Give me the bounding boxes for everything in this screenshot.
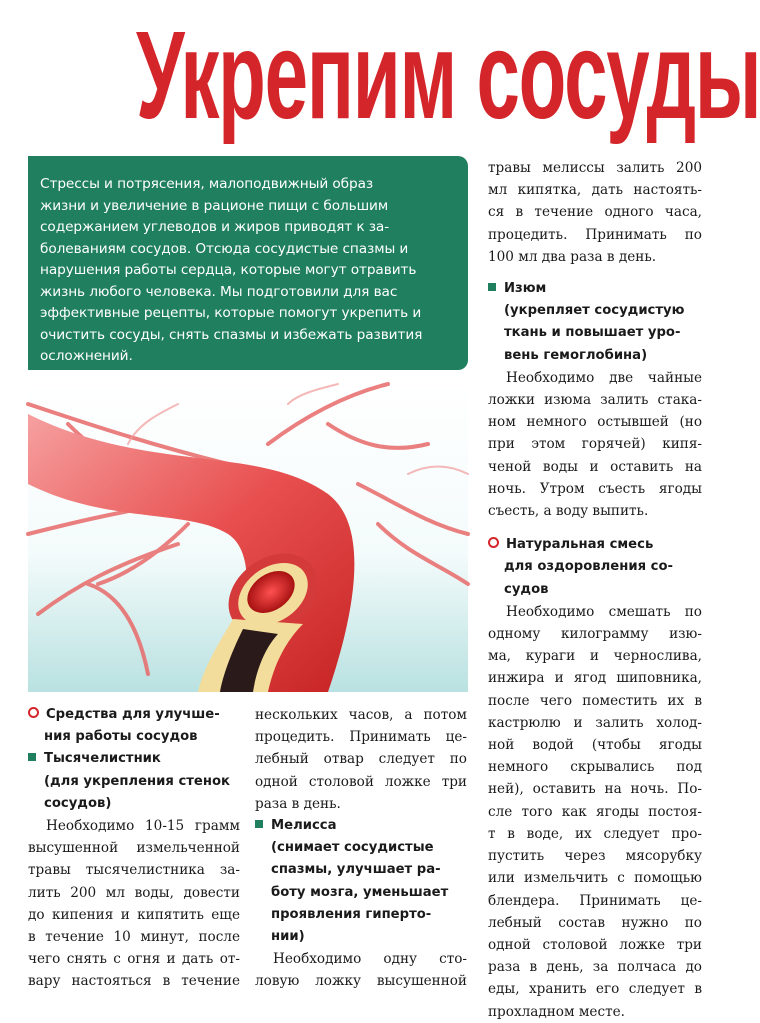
text-line: мл кипятка, дать настоять- bbox=[488, 182, 702, 199]
text-line: Необходимо смешать по bbox=[506, 603, 702, 620]
intro-line: жизни и увеличение в рационе пищи с большим bbox=[40, 197, 389, 214]
item-subheading: (снимает сосудистые bbox=[271, 840, 434, 856]
text-line: т в воде, их следует про- bbox=[488, 825, 702, 842]
text-line: сле того как ягоды постоя- bbox=[488, 803, 702, 820]
text-line: пустить через мясорубку bbox=[488, 848, 702, 865]
text-line: кастрюлю и залить холод- bbox=[488, 714, 702, 731]
item-subheading: вень гемоглобина) bbox=[504, 347, 648, 363]
text-line: или измельчить с помощью bbox=[488, 870, 702, 887]
text-line: одной столовой ложке три bbox=[255, 773, 467, 790]
text-line: лить 200 мл воды, довести bbox=[28, 884, 240, 901]
square-bullet-icon bbox=[488, 283, 496, 291]
text-line: Необходимо две чайные bbox=[506, 369, 702, 386]
text-line: ном немного остывшей (но bbox=[488, 414, 702, 431]
text-line: в течение 10 минут, после bbox=[28, 929, 240, 946]
spacer bbox=[488, 268, 702, 278]
item-heading: Изюм bbox=[488, 278, 702, 300]
text-line: до кипения и кипятить еще bbox=[28, 906, 240, 923]
text-line: ней), оставить на ночь. По- bbox=[488, 781, 702, 798]
intro-line: нарушения работы сердца, которые могут отравить bbox=[40, 262, 417, 278]
text-line: ченой воды и оставить на bbox=[488, 458, 702, 475]
intro-panel bbox=[28, 156, 468, 370]
text-line: лебный состав нужно по bbox=[488, 914, 702, 931]
text-line: ма, кураги и чернослива, bbox=[488, 648, 702, 665]
text-line: нескольких часов, а потом bbox=[255, 707, 467, 723]
section-heading-cont: судов bbox=[504, 581, 549, 597]
text-line: вару настояться в течение bbox=[28, 973, 240, 990]
text-line: съесть, а воду выпить. bbox=[488, 503, 649, 520]
text-line: ловую ложку высушенной bbox=[255, 973, 467, 990]
intro-line: эффективные рецепты, которые помогут укрепить и bbox=[40, 305, 422, 321]
section-heading-cont: ния работы сосудов bbox=[44, 729, 198, 745]
item-heading: Мелисса bbox=[255, 815, 467, 837]
text-line: раза в день, за полчаса до bbox=[488, 959, 702, 976]
blood-vessel-illustration bbox=[28, 384, 468, 692]
artery-image bbox=[28, 384, 468, 692]
square-bullet-icon bbox=[255, 820, 263, 828]
text-line: ной водой (чтобы ягоды bbox=[488, 737, 702, 754]
item-subheading: проявления гиперто- bbox=[271, 906, 432, 922]
text-line: одной столовой ложке три bbox=[488, 936, 702, 953]
item-subheading: ткань и повышает уро- bbox=[504, 325, 681, 341]
text-line: ложки изюма залить стака- bbox=[488, 392, 702, 409]
text-line: Необходимо одну сто- bbox=[273, 951, 467, 968]
intro-line: болеваниям сосудов. Отсюда сосудистые спазмы и bbox=[40, 240, 409, 257]
text-line: травы мелиссы залить 200 bbox=[488, 160, 702, 176]
section-heading-cont: для оздоровления со- bbox=[504, 559, 674, 575]
item-subheading: боту мозга, уменьшает bbox=[271, 884, 449, 900]
intro-line: очистить сосуды, снять спазмы и избежать развития bbox=[40, 326, 423, 343]
text-line: после чего поместить их в bbox=[488, 692, 702, 709]
intro-line: жизнь любого человека. Мы подготовили для вас bbox=[40, 283, 398, 300]
item-subheading: спазмы, улучшает ра- bbox=[271, 862, 441, 878]
text-line: чего снять с огня и дать от- bbox=[28, 951, 240, 968]
text-line: Необходимо 10-15 грамм bbox=[46, 818, 240, 835]
text-line: инжира и ягод шиповника, bbox=[488, 670, 702, 687]
text-line: блендера. Принимать це- bbox=[488, 892, 702, 909]
item-heading: Тысячелистник bbox=[28, 748, 240, 770]
item-subheading: (для укрепления стенок bbox=[44, 773, 230, 789]
text-line: прохладном месте. bbox=[488, 1003, 625, 1020]
text-line: высушенной измельченной bbox=[28, 840, 240, 857]
text-line: еды, хранить его следует в bbox=[488, 981, 702, 998]
item-subheading: нии) bbox=[271, 929, 305, 945]
text-line: немного скрывались под bbox=[488, 759, 702, 776]
ring-bullet-icon bbox=[28, 707, 39, 718]
spacer bbox=[488, 522, 702, 534]
text-line: процедить. Принимать по bbox=[488, 226, 702, 243]
column-2 bbox=[255, 704, 467, 993]
intro-line: Стрессы и потрясения, малоподвижный образ bbox=[40, 176, 374, 192]
column-1 bbox=[28, 704, 240, 993]
text-line: лебный отвар следует по bbox=[255, 751, 467, 768]
text-line: раза в день. bbox=[255, 795, 341, 812]
section-heading: Средства для улучше- bbox=[28, 704, 240, 726]
column-3 bbox=[488, 157, 702, 1023]
text-line: травы тысячелистника за- bbox=[28, 862, 240, 879]
text-line: одному килограмму изю- bbox=[488, 626, 702, 643]
ring-bullet-icon bbox=[488, 537, 499, 548]
text-line: процедить. Принимать це- bbox=[255, 729, 467, 746]
text-line: 100 мл два раза в день. bbox=[488, 248, 657, 265]
text-line: ночь. Утром съесть ягоды bbox=[488, 480, 702, 497]
page-title: Укрепим сосуды bbox=[135, 7, 760, 145]
square-bullet-icon bbox=[28, 753, 36, 761]
item-subheading: (укрепляет сосудистую bbox=[504, 303, 685, 319]
text-line: при этом горячей) кипя- bbox=[488, 436, 702, 453]
section-heading: Натуральная смесь bbox=[488, 534, 702, 556]
text-line: ся в течение одного часа, bbox=[488, 204, 702, 221]
item-subheading: сосудов) bbox=[44, 795, 112, 811]
intro-line: осложнений. bbox=[40, 348, 133, 364]
intro-line: содержанием углеводов и жиров приводят к за- bbox=[40, 219, 390, 235]
